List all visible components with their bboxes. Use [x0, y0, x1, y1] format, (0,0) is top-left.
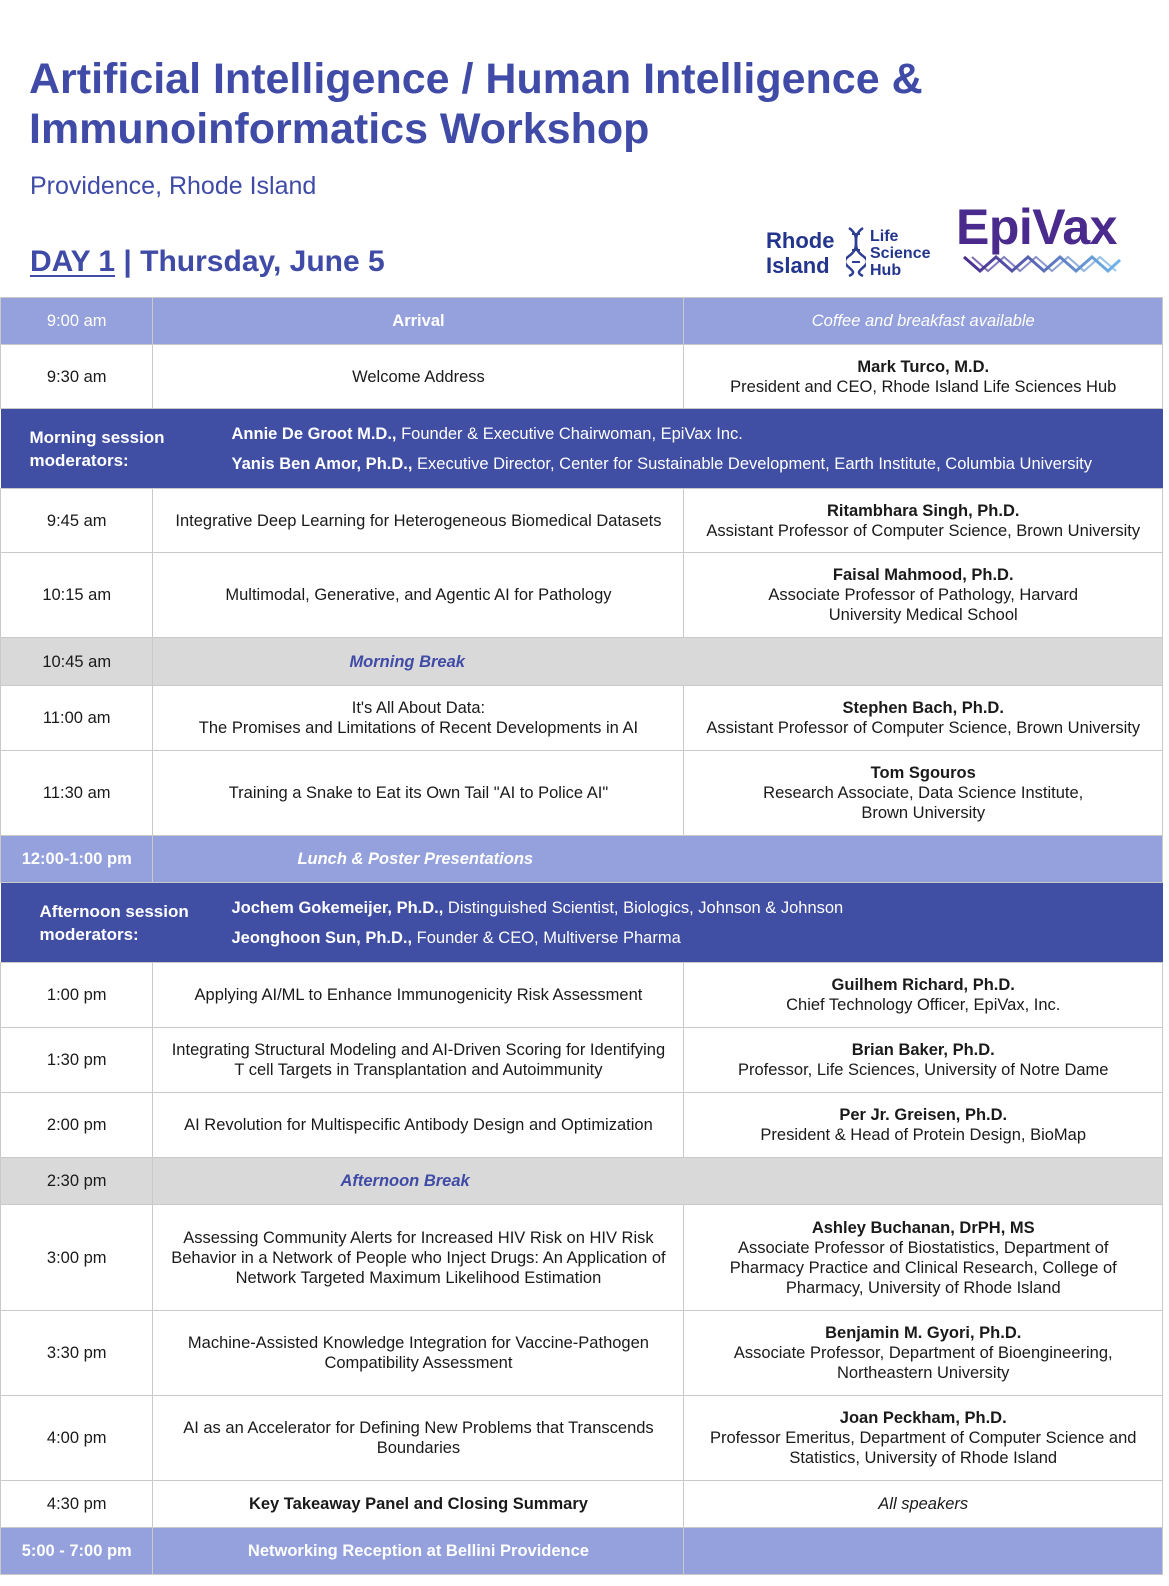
speaker-name: Tom Sgouros [870, 764, 976, 782]
speaker-affiliation: Assistant Professor of Computer Science, Brown University [706, 719, 1141, 737]
table-row [1, 1396, 1163, 1481]
speaker-name: Joan Peckham, Ph.D. [839, 1409, 1007, 1427]
session-title: Arrival [153, 298, 684, 345]
speaker-name: Faisal Mahmood, Ph.D. [832, 566, 1014, 584]
page-title [29, 54, 989, 154]
break-title: Afternoon Break [340, 1172, 470, 1190]
speaker-cell [684, 1396, 1163, 1481]
table-row [1, 1528, 1163, 1575]
time-cell: 4:00 pm [1, 1396, 153, 1481]
session-title: Machine-Assisted Knowledge Integration for Vaccine-Pathogen Compatibility Assessment [153, 1311, 684, 1396]
table-row [1, 1028, 1163, 1093]
table-row [1, 686, 1163, 751]
speaker-cell [684, 1205, 1163, 1311]
day-heading [30, 245, 385, 279]
speaker-name: Benjamin M. Gyori, Ph.D. [825, 1324, 1022, 1342]
time-cell: 2:30 pm [1, 1158, 153, 1205]
moderator-description: Distinguished Scientist, Biologics, Johnson & Johnson [443, 898, 844, 917]
speaker-affiliation: Associate Professor of Pathology, Harvard University Medical School [768, 586, 1079, 624]
moderator-name: Yanis Ben Amor, Ph.D., [231, 454, 413, 473]
day-separator: | [115, 245, 141, 278]
session-title: Training a Snake to Eat its Own Tail "AI to Police AI" [153, 751, 684, 836]
speaker-affiliation: President & Head of Protein Design, BioMap [760, 1126, 1087, 1144]
break-cell [153, 638, 1163, 686]
time-cell: 9:00 am [1, 298, 153, 345]
speaker-cell [684, 553, 1163, 638]
speaker-name: Per Jr. Greisen, Ph.D. [839, 1106, 1008, 1124]
table-row [1, 751, 1163, 836]
logo-hub-wordmark [870, 228, 930, 279]
title-line-1: Artificial Intelligence / Human Intelligence & [29, 55, 923, 103]
moderator-entry [232, 449, 1093, 479]
moderators-list [232, 419, 1093, 479]
event-location: Providence, Rhode Island [30, 172, 317, 200]
session-title: Networking Reception at Bellini Providence [153, 1528, 684, 1575]
session-title: Integrative Deep Learning for Heterogeneous Biomedical Datasets [153, 489, 684, 553]
logo-ri-wordmark [766, 228, 834, 278]
speaker-affiliation: Professor, Life Sciences, University of Notre Dame [737, 1061, 1109, 1079]
moderator-entry [232, 923, 844, 953]
speaker-cell [684, 963, 1163, 1028]
moderator-description: Executive Director, Center for Sustainable Development, Earth Institute, Columbia University [412, 454, 1092, 473]
speaker-name: Ashley Buchanan, DrPH, MS [811, 1218, 1035, 1237]
epivax-wave-icon [962, 254, 1122, 274]
break-title: Morning Break [349, 652, 465, 671]
session-note: Coffee and breakfast available [684, 298, 1163, 345]
logo-ri-line-2: Island [766, 253, 830, 278]
table-row [1, 963, 1163, 1028]
session-title-line-1: It's All About Data: [351, 699, 486, 717]
session-title: Applying AI/ML to Enhance Immunogenicity Risk Assessment [153, 963, 684, 1028]
rhode-island-life-science-hub-logo [766, 226, 946, 284]
moderator-description: Founder & Executive Chairwoman, EpiVax Inc. [396, 424, 743, 443]
table-row [1, 1093, 1163, 1158]
moderator-name: Jeonghoon Sun, Ph.D., [231, 928, 413, 947]
moderator-description: Founder & CEO, Multiverse Pharma [412, 928, 681, 947]
speaker-affiliation: Associate Professor of Biostatistics, Department of Pharmacy Practice and Clinical Research, College of Pharmacy, University of Rhode Island [729, 1238, 1117, 1297]
time-cell: 11:30 am [1, 751, 153, 836]
speaker-affiliation: Professor Emeritus, Department of Computer Science and Statistics, University of Rhode Island [710, 1429, 1137, 1467]
time-cell: 3:30 pm [1, 1311, 153, 1396]
moderators-list [232, 893, 844, 953]
time-cell: 5:00 - 7:00 pm [1, 1528, 153, 1575]
moderators-row [1, 409, 1163, 489]
moderator-entry [232, 419, 1093, 449]
moderator-name: Jochem Gokemeijer, Ph.D., [231, 898, 444, 917]
moderators-row [1, 883, 1163, 963]
table-row [1, 1311, 1163, 1396]
session-title: AI Revolution for Multispecific Antibody Design and Optimization [153, 1093, 684, 1158]
day-label: DAY 1 [30, 245, 116, 278]
logo-hub-line-3: Hub [870, 262, 902, 279]
speaker-name: Brian Baker, Ph.D. [851, 1041, 995, 1059]
speaker-cell [684, 686, 1163, 751]
table-row [1, 345, 1163, 409]
dna-helix-icon [846, 226, 866, 278]
time-cell: 9:30 am [1, 345, 153, 409]
epivax-wordmark: EpiVax [956, 199, 1117, 255]
speaker-cell [684, 1311, 1163, 1396]
speaker-affiliation: Assistant Professor of Computer Science, Brown University [706, 521, 1141, 540]
logo-ri-line-1: Rhode [766, 228, 835, 253]
moderators-label: Morning session moderators: [29, 427, 165, 470]
table-row [1, 638, 1163, 686]
speaker-affiliation: President and CEO, Rhode Island Life Sciences Hub [730, 377, 1117, 396]
empty-cell [684, 1528, 1163, 1575]
time-cell: 4:30 pm [1, 1481, 153, 1528]
speaker-affiliation: Associate Professor, Department of Bioengineering, Northeastern University [733, 1344, 1113, 1382]
break-cell [153, 836, 1163, 883]
moderators-label-wrap [1, 900, 232, 946]
session-title-line-2: The Promises and Limitations of Recent Developments in AI [198, 719, 639, 737]
moderators-cell [1, 409, 1163, 489]
speaker-cell [684, 1028, 1163, 1093]
table-row [1, 1205, 1163, 1311]
time-cell: 2:00 pm [1, 1093, 153, 1158]
time-cell: 9:45 am [1, 489, 153, 553]
moderator-entry [232, 893, 844, 923]
speaker-affiliation-line-2: Brown University [861, 804, 986, 822]
table-row [1, 1158, 1163, 1205]
time-cell: 1:30 pm [1, 1028, 153, 1093]
time-cell: 1:00 pm [1, 963, 153, 1028]
speaker-affiliation: Chief Technology Officer, EpiVax, Inc. [786, 996, 1061, 1014]
time-cell: 3:00 pm [1, 1205, 153, 1311]
time-cell: 11:00 am [1, 686, 153, 751]
title-line-2: Immunoinformatics Workshop [29, 105, 650, 153]
session-title: Multimodal, Generative, and Agentic AI for Pathology [153, 553, 684, 638]
speaker-name: Stephen Bach, Ph.D. [842, 699, 1004, 717]
moderators-label: Afternoon session moderators: [39, 901, 189, 944]
table-row [1, 1481, 1163, 1528]
speaker-cell [684, 345, 1163, 409]
speaker-affiliation-line-1: Research Associate, Data Science Institute, [763, 784, 1084, 802]
time-cell: 12:00-1:00 pm [1, 836, 153, 883]
speaker-cell: All speakers [684, 1481, 1163, 1528]
logo-hub-line-2: Science [870, 245, 931, 262]
speaker-cell [684, 489, 1163, 553]
session-title: Assessing Community Alerts for Increased HIV Risk on HIV Risk Behavior in a Network of People who Inject Drugs: An Application of Network Targeted Maximum Likelihood Estimation [153, 1205, 684, 1311]
time-cell: 10:15 am [1, 553, 153, 638]
speaker-cell [684, 1093, 1163, 1158]
logo-hub-line-1: Life [870, 228, 899, 245]
table-row [1, 298, 1163, 345]
speaker-cell [684, 751, 1163, 836]
moderator-name: Annie De Groot M.D., [231, 424, 397, 443]
moderators-label-wrap [1, 426, 232, 472]
session-title: AI as an Accelerator for Defining New Problems that Transcends Boundaries [153, 1396, 684, 1481]
moderators-cell [1, 883, 1163, 963]
lunch-title: Lunch & Poster Presentations [297, 850, 534, 868]
break-cell [153, 1158, 1163, 1205]
table-row [1, 489, 1163, 553]
time-cell: 10:45 am [1, 638, 153, 686]
session-title: Integrating Structural Modeling and AI-Driven Scoring for Identifying T cell Targets in Transplantation and Autoimmunity [153, 1028, 684, 1093]
session-title: Key Takeaway Panel and Closing Summary [153, 1481, 684, 1528]
table-row [1, 553, 1163, 638]
speaker-name: Mark Turco, M.D. [857, 357, 990, 376]
speaker-name: Guilhem Richard, Ph.D. [831, 976, 1015, 994]
day-date: Thursday, June 5 [140, 245, 385, 278]
speaker-name: Ritambhara Singh, Ph.D. [826, 501, 1020, 520]
session-title: Welcome Address [153, 345, 684, 409]
table-row [1, 836, 1163, 883]
session-title [153, 686, 684, 751]
schedule-table [0, 297, 1163, 1575]
epivax-logo [956, 198, 1136, 278]
